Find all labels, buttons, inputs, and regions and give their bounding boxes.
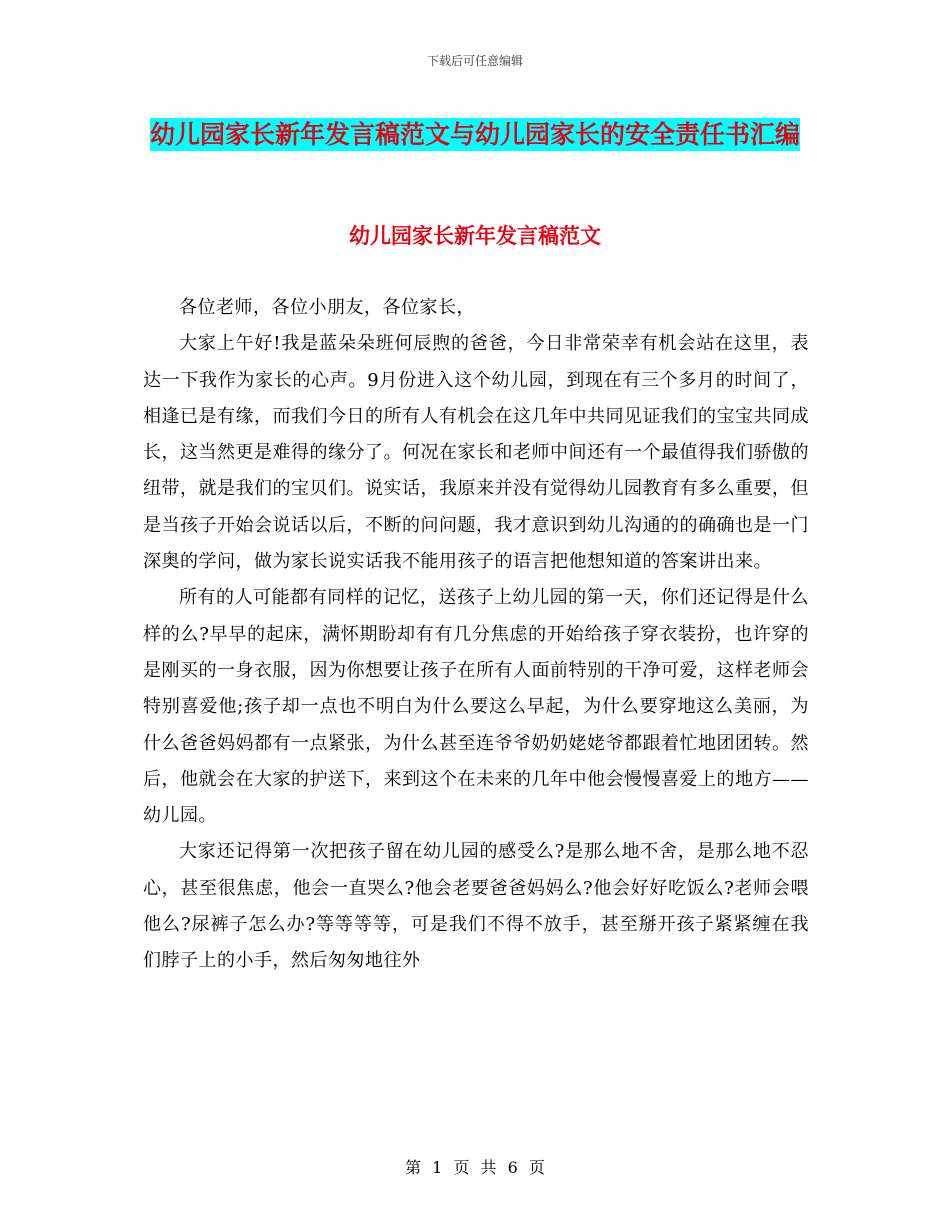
paragraph: 大家还记得第一次把孩子留在幼儿园的感受么?是那么地不舍，是那么地不忍心，甚至很焦虑，他会一直哭么?他会老要爸爸妈妈么?他会好好吃饭么?老师会喂他么?尿裤子怎么办?等等等等，可是我们不得不放手，甚至掰开孩子紧紧缠在我们脖子上的小手，然后匆匆地往外 — [143, 841, 809, 972]
paragraph-greeting: 各位老师，各位小朋友，各位家长， — [179, 297, 475, 318]
page-number: 第 1 页 共 6 页 — [405, 1158, 545, 1177]
document-title-highlight: 幼儿园家长新年发言稿范文与幼儿园家长的安全责任书汇编 — [149, 120, 800, 149]
paragraph: 所有的人可能都有同样的记忆，送孩子上幼儿园的第一天，你们还记得是什么样的么?早早的起床，满怀期盼却有有几分焦虑的开始给孩子穿衣装扮，也许穿的是刚买的一身衣服，因为你想要让孩子在所有人面前特别的干净可爱，这样老师会特别喜爱他;孩子却一点也不明白为什么要这么早起，为什么要穿地这么美丽，为什么爸爸妈妈都有一点紧张，为什么甚至连爷爷奶奶姥姥爷都跟着忙地团团转。然后，他就会在大家的护送下，来到这个在未来的几年中他会慢慢喜爱上的地方——幼儿园。 — [143, 587, 809, 827]
document-title — [140, 112, 810, 158]
header-note: 下载后可任意编辑 — [426, 54, 523, 68]
section-title: 幼儿园家长新年发言稿范文 — [349, 223, 601, 248]
paragraph: 大家上午好!我是蓝朵朵班何辰煦的爸爸，今日非常荣幸有机会站在这里，表达一下我作为家长的心声。9月份进入这个幼儿园，到现在有三个多月的时间了，相逢已是有缘，而我们今日的所有人有机会在这几年中共同见证我们的宝宝共同成长，这当然更是难得的缘分了。何况在家长和老师中间还有一个最值得我们骄傲的纽带，就是我们的宝贝们。说实话，我原来并没有觉得幼儿园教育有多么重要，但是当孩子开始会说话以后，不断的问问题，我才意识到幼儿沟通的的确确也是一门深奥的学问，做为家长说实话我不能用孩子的语言把他想知道的答案讲出来。 — [143, 333, 809, 573]
document-body — [143, 290, 809, 980]
